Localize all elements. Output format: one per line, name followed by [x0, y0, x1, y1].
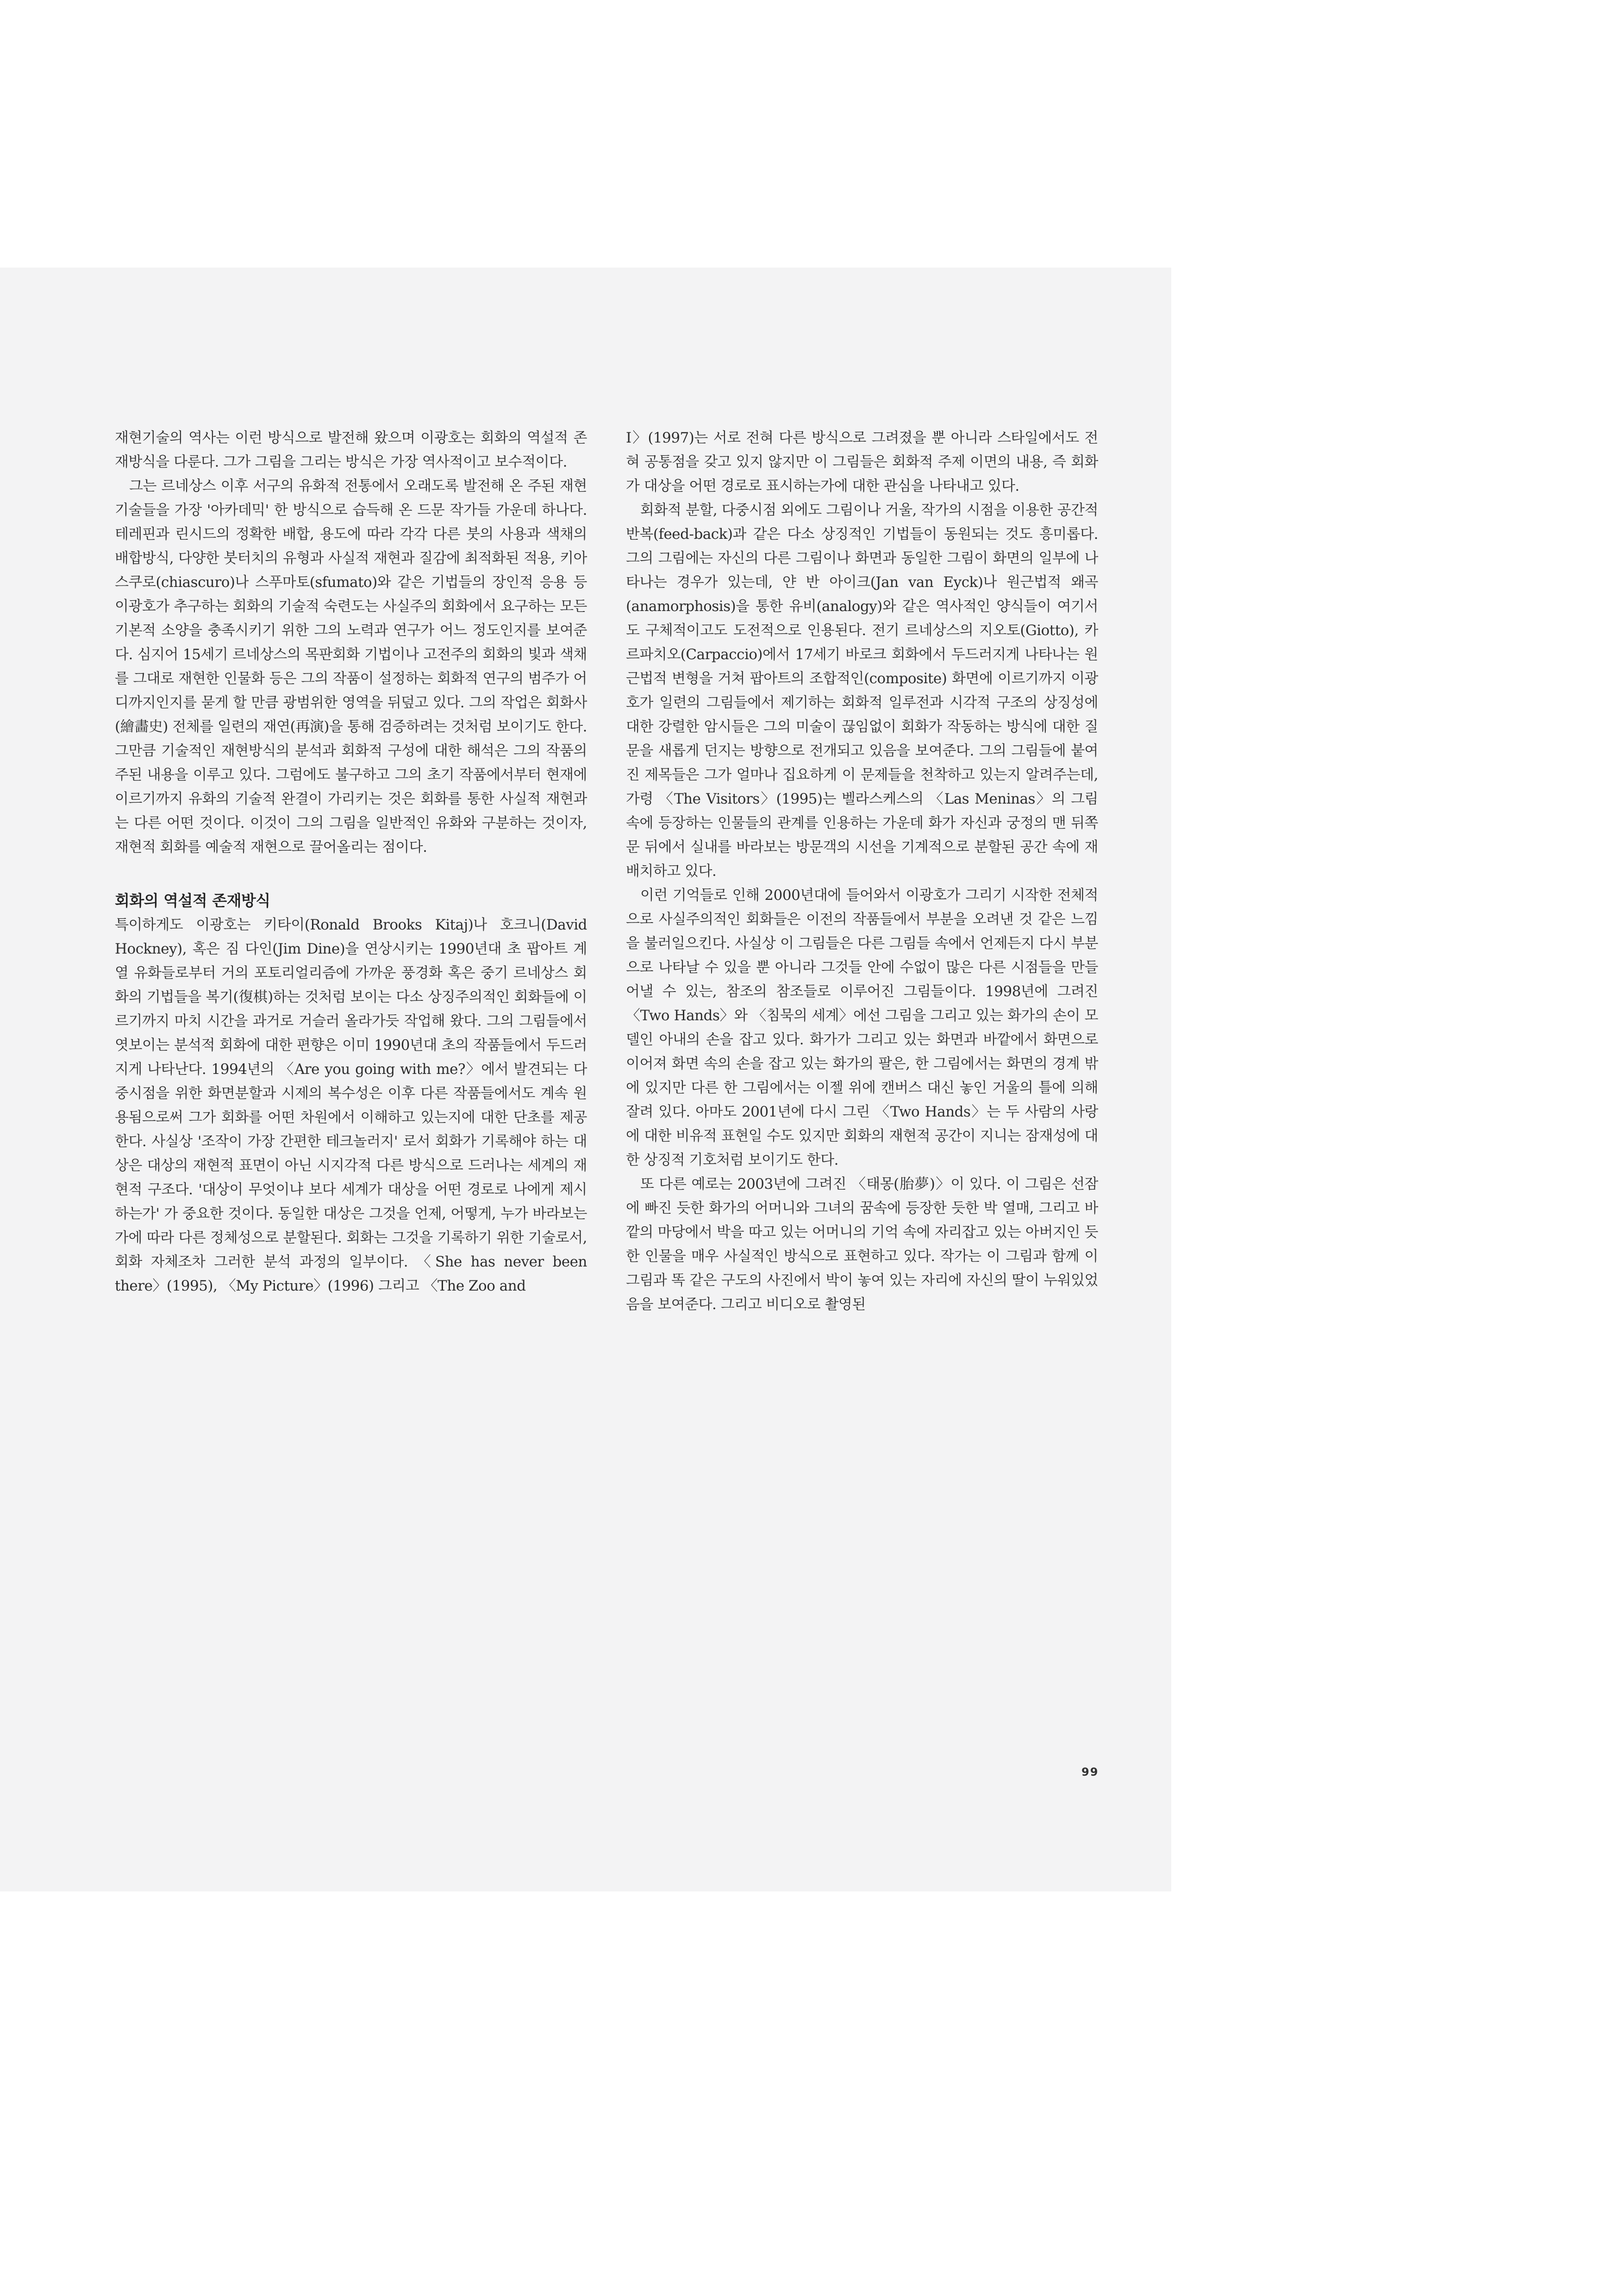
right-paragraph-4: 또 다른 예로는 2003년에 그려진 〈태몽(胎夢)〉이 있다. 이 그림은 선잠에 빠진 듯한 화가의 어머니와 그녀의 꿈속에 등장한 듯한 박 열매, 그리고 바깥의 마당에서 박을 따고 있는 어머니의 기억 속에 자리잡고 있는 아버지인 듯한 인물을 매우 사실적인 방식으로 표현하고 있다. 작가는 이 그림과 함께 이 그림과 똑 같은 구도의 사진에서 박이 놓여 있는 자리에 자신의 딸이 누워있었음을 보여준다. 그리고 비디오로 촬영된	[626, 1176, 1098, 1313]
page-number: 99	[1081, 1766, 1099, 1778]
left-paragraph-3: 특이하게도 이광호는 키타이(Ronald Brooks Kitaj)나 호크니(David Hockney), 혹은 짐 다인(Jim Dine)을 연상시키는 1990년대 초 팝아트 계열 유화들로부터 거의 포토리얼리즘에 가까운 풍경화 혹은 중기 르네상스 회화의 기법들을 복기(復棋)하는 것처럼 보이는 다소 상징주의적인 회화들에 이르기까지 마치 시간을 과거로 거슬러 올라가듯 작업해 왔다. 그의 그림들에서 엿보이는 분석적 회화에 대한 편향은 이미 1990년대 초의 작품들에서 두드러지게 나타난다. 1994년의 〈Are you going with me?〉에서 발견되는 다중시점을 위한 화면분할과 시제의 복수성은 이후 다른 작품들에서도 계속 원용됨으로써 그가 회화를 어떤 차원에서 이해하고 있는지에 대한 단초를 제공한다. 사실상 '조작이 가장 간편한 테크놀러지' 로서 회화가 기록해야 하는 대상은 대상의 재현적 표면이 아닌 시지각적 다른 방식으로 드러나는 세계의 재현적 구조다. '대상이 무엇이냐 보다 세계가 대상을 어떤 경로로 나에게 제시하는가' 가 중요한 것이다. 동일한 대상은 그것을 언제, 어떻게, 누가 바라보는가에 따라 다른 정체성으로 분할된다. 회화는 그것을 기록하기 위한 기술로서, 회화 자체조차 그러한 분석 과정의 일부이다. 〈She has never been there〉(1995), 〈My Picture〉(1996) 그리고 〈The Zoo and	[115, 917, 587, 1294]
right-column	[626, 426, 1098, 1316]
left-paragraph-1: 재현기술의 역사는 이런 방식으로 발전해 왔으며 이광호는 회화의 역설적 존재방식을 다룬다. 그가 그림을 그리는 방식은 가장 역사적이고 보수적이다.	[115, 430, 587, 470]
left-paragraph-2: 그는 르네상스 이후 서구의 유화적 전통에서 오래도록 발전해 온 주된 재현 기술들을 가장 '아카데믹' 한 방식으로 습득해 온 드문 작가들 가운데 하나다. 테레핀과 린시드의 정확한 배합, 용도에 따라 각각 다른 붓의 사용과 색채의 배합방식, 다양한 붓터치의 유형과 사실적 재현과 질감에 최적화된 적용, 키아스쿠로(chiascuro)나 스푸마토(sfumato)와 같은 기법들의 장인적 응용 등 이광호가 추구하는 회화의 기술적 숙련도는 사실주의 회화에서 요구하는 모든 기본적 소양을 충족시키기 위한 그의 노력과 연구가 어느 정도인지를 보여준다. 심지어 15세기 르네상스의 목판회화 기법이나 고전주의 회화의 빛과 색채를 그대로 재현한 인물화 등은 그의 작품이 설정하는 회화적 연구의 범주가 어디까지인지를 묻게 할 만큼 광범위한 영역을 뒤덮고 있다. 그의 작업은 회화사(繪畵史) 전체를 일련의 재연(再演)을 통해 검증하려는 것처럼 보이기도 한다. 그만큼 기술적인 재현방식의 분석과 회화적 구성에 대한 해석은 그의 작품의 주된 내용을 이루고 있다. 그럼에도 불구하고 그의 초기 작품에서부터 현재에 이르기까지 유화의 기술적 완결이 가리키는 것은 회화를 통한 사실적 재현과는 다른 어떤 것이다. 이것이 그의 그림을 일반적인 유화와 구분하는 것이자, 재현적 회화를 예술적 재현으로 끌어올리는 점이다.	[115, 478, 587, 855]
right-paragraph-1: I〉(1997)는 서로 전혀 다른 방식으로 그려졌을 뿐 아니라 스타일에서도 전혀 공통점을 갖고 있지 않지만 이 그림들은 회화적 주제 이면의 내용, 즉 회화가 대상을 어떤 경로로 표시하는가에 대한 관심을 나타내고 있다.	[626, 430, 1098, 494]
right-paragraph-2: 회화적 분할, 다중시점 외에도 그림이나 거울, 작가의 시점을 이용한 공간적 반복(feed-back)과 같은 다소 상징적인 기법들이 동원되는 것도 흥미롭다. 그의 그림에는 자신의 다른 그림이나 화면과 동일한 그림이 화면의 일부에 나타나는 경우가 있는데, 얀 반 아이크(Jan van Eyck)나 원근법적 왜곡(anamorphosis)을 통한 유비(analogy)와 같은 역사적인 양식들이 여기서도 구체적이고도 도전적으로 인용된다. 전기 르네상스의 지오토(Giotto), 카르파치오(Carpaccio)에서 17세기 바로크 회화에서 두드러지게 나타나는 원근법적 변형을 거쳐 팝아트의 조합적인(composite) 화면에 이르기까지 이광호가 일련의 그림들에서 제기하는 회화적 일루전과 시각적 구조의 상징성에 대한 강렬한 암시들은 그의 미술이 끊임없이 회화가 작동하는 방식에 대한 질문을 새롭게 던지는 방향으로 전개되고 있음을 보여준다. 그의 그림들에 붙여진 제목들은 그가 얼마나 집요하게 이 문제들을 천착하고 있는지 알려주는데, 가령 〈The Visitors〉(1995)는 벨라스케스의 〈Las Meninas〉의 그림 속에 등장하는 인물들의 관계를 인용하는 가운데 화가 자신과 궁정의 맨 뒤쪽 문 뒤에서 실내를 바라보는 방문객의 시선을 기계적으로 분할된 공간 속에 재배치하고 있다.	[626, 502, 1098, 880]
left-column	[115, 426, 587, 1298]
right-paragraph-3: 이런 기억들로 인해 2000년대에 들어와서 이광호가 그리기 시작한 전체적으로 사실주의적인 회화들은 이전의 작품들에서 부분을 오려낸 것 같은 느낌을 불러일으킨다. 사실상 이 그림들은 다른 그림들 속에서 언제든지 다시 부분으로 나타날 수 있을 뿐 아니라 그것들 안에 수없이 많은 다른 시점들을 만들어낼 수 있는, 참조의 참조들로 이루어진 그림들이다. 1998년에 그려진 〈Two Hands〉와 〈침묵의 세계〉에선 그림을 그리고 있는 화가의 손이 모델인 아내의 손을 잡고 있다. 화가가 그리고 있는 화면과 바깥에서 화면으로 이어져 화면 속의 손을 잡고 있는 화가의 팔은, 한 그림에서는 화면의 경계 밖에 있지만 다른 한 그림에서는 이젤 위에 캔버스 대신 놓인 거울의 틀에 의해 잘려 있다. 아마도 2001년에 다시 그린 〈Two Hands〉는 두 사람의 사랑에 대한 비유적 표현일 수도 있지만 회화의 재현적 공간이 지니는 잠재성에 대한 상징적 기호처럼 보이기도 한다.	[626, 887, 1098, 1168]
section-heading: 회화의 역설적 존재방식	[115, 892, 270, 910]
